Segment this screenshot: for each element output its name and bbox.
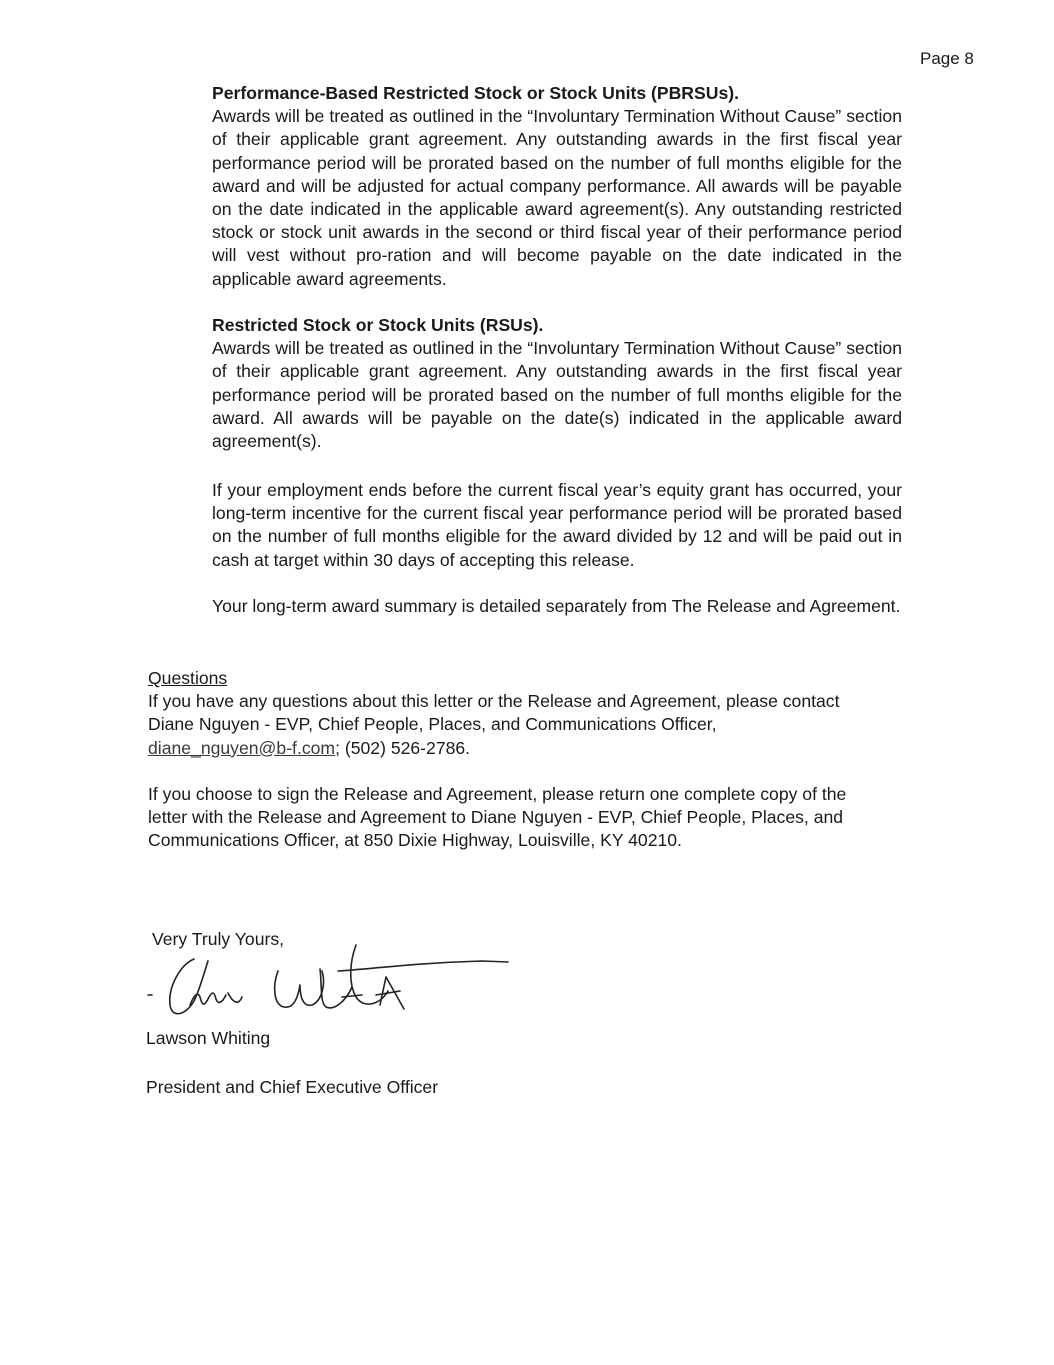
return-line-1: If you choose to sign the Release and Agreement, please return one complete copy of the — [148, 784, 847, 804]
summary-paragraph: Your long-term award summary is detailed separately from The Release and Agreement. — [212, 596, 901, 616]
rsu-section — [212, 314, 902, 453]
pbrsu-body: Awards will be treated as outlined in the “Involuntary Termination Without Cause” section of their applicable grant agreement. Any outstanding awards in the first fiscal year performance period will be prorated based on the number of full months eligible for the award and will be adjusted for actual company performance. All awards will be payable on the date indicated in the applicable award agreement(s). Any outstanding restricted stock or stock unit awards in the second or third fiscal year of their performance period will vest without pro-ration and will become payable on the date indicated in the applicable award agreements. — [212, 106, 902, 289]
contact-email-link[interactable]: diane_nguyen@b-f.com — [148, 737, 336, 758]
questions-line-2: Diane Nguyen - EVP, Chief People, Places, and Communications Officer, — [148, 714, 717, 735]
page-number: Page 8 — [920, 49, 974, 68]
rsu-body: Awards will be treated as outlined in the “Involuntary Termination Without Cause” section of their applicable grant agreement. Any outstanding awards in the first fiscal year performance period will be prorated based on the number of full months eligible for the award. All awards will be payable on the date(s) indicated in the applicable award agreement(s). — [212, 338, 902, 452]
contact-phone: ; (502) 526-2786. — [335, 737, 471, 758]
return-section — [148, 783, 908, 853]
summary-section — [212, 595, 902, 618]
pbrsu-heading: Performance-Based Restricted Stock or Stock Units (PBRSUs). — [212, 83, 739, 103]
closing-salutation: Very Truly Yours, — [152, 929, 285, 949]
questions-line-1: If you have any questions about this letter or the Release and Agreement, please contact — [148, 691, 840, 712]
return-line-3: Communications Officer, at 850 Dixie Highway, Louisville, KY 40210. — [148, 830, 682, 851]
rsu-heading: Restricted Stock or Stock Units (RSUs). — [212, 315, 544, 335]
employment-section — [212, 479, 902, 572]
employment-paragraph: If your employment ends before the current fiscal year’s equity grant has occurred, your long-term incentive for the current fiscal year performance period will be prorated based on the number of full months eligible for the award divided by 12 and will be paid out in cash at target within 30 days of accepting this release. — [212, 480, 902, 570]
return-line-2: letter with the Release and Agreement to Diane Nguyen - EVP, Chief People, Places, and — [148, 807, 844, 828]
questions-section — [148, 667, 908, 760]
signer-name: Lawson Whiting — [146, 1028, 271, 1048]
questions-heading: Questions — [148, 668, 228, 688]
questions-contact-line — [148, 737, 908, 760]
signer-title: President and Chief Executive Officer — [146, 1077, 439, 1097]
signature-image — [142, 935, 512, 1030]
pbrsu-section — [212, 82, 902, 291]
